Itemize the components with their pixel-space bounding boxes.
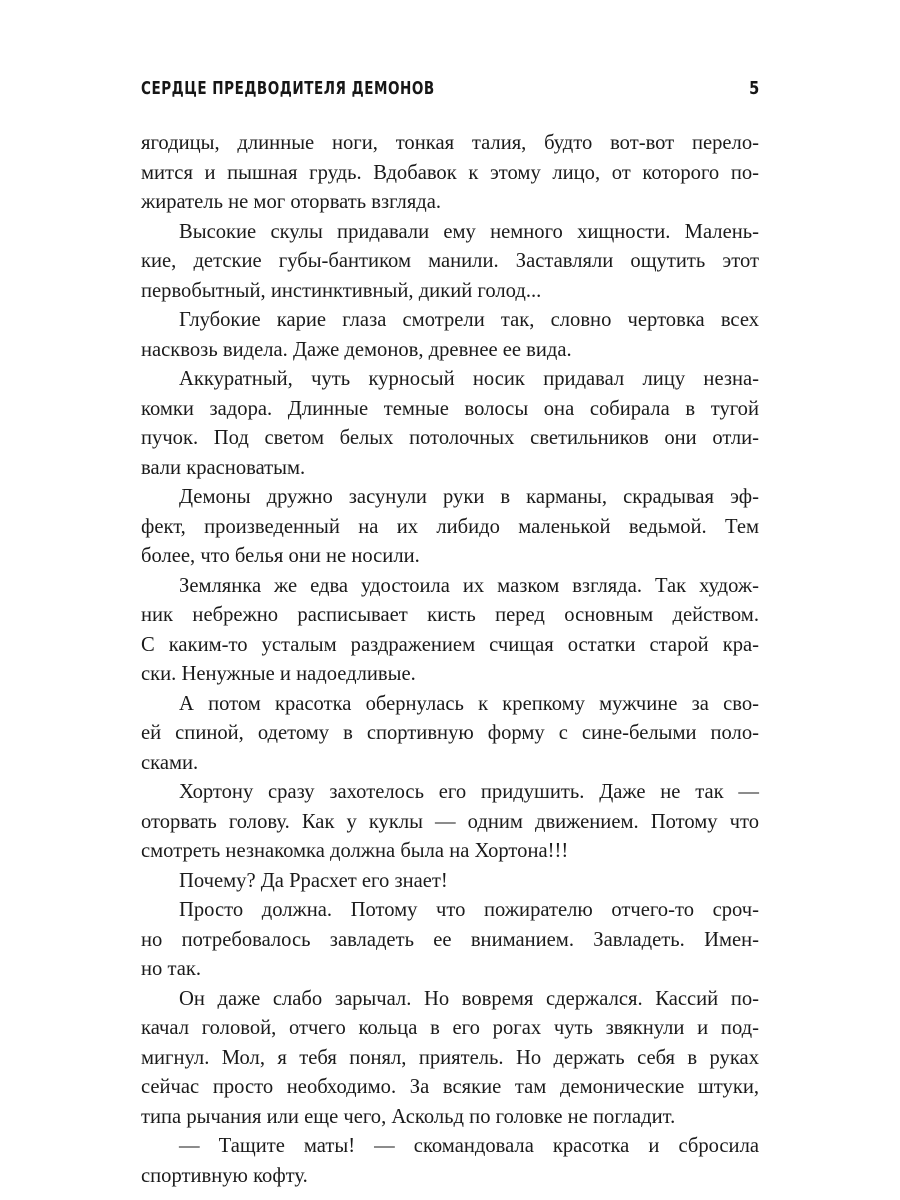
text-line: более, что белья они не носили.: [141, 545, 420, 567]
text-line: ник небрежно расписывает кисть перед основным действом.: [141, 604, 759, 626]
paragraph: [141, 218, 759, 307]
paragraph: [141, 690, 759, 779]
paragraph: [141, 778, 759, 867]
page-number: 5: [748, 78, 759, 99]
paragraph: [141, 572, 759, 690]
text-line: мится и пышная грудь. Вдобавок к этому лицо, от которого по-: [141, 161, 759, 184]
running-head: [141, 78, 759, 104]
body-text: [141, 129, 759, 1191]
text-line: ягодицы, длинные ноги, тонкая талия, будто вот-вот перело-: [141, 132, 759, 154]
paragraph: [141, 306, 759, 365]
paragraph: [141, 985, 759, 1133]
text-line: сками.: [141, 751, 199, 774]
text-line: но потребовалось завладеть ее вниманием. Завладеть. Имен-: [141, 928, 759, 951]
text-line: насквозь видела. Даже демонов, древнее ее вида.: [141, 338, 572, 361]
text-line: типа рычания или еще чего, Аскольд по головке не погладит.: [141, 1105, 676, 1128]
text-line: Он даже слабо зарычал. Но вовремя сдержался. Кассий по-: [179, 987, 759, 1010]
text-line: ей спиной, одетому в спортивную форму с сине-белыми поло-: [141, 722, 759, 744]
text-line: оторвать голову. Как у куклы — одним движением. Потому что: [141, 810, 759, 833]
paragraph: [141, 1132, 759, 1191]
text-line: вали красноватым.: [141, 456, 306, 479]
text-line: пучок. Под светом белых потолочных светильников они отли-: [141, 427, 759, 449]
text-line: Демоны дружно засунули руки в карманы, скрадывая эф-: [179, 486, 759, 508]
text-line: С каким-то усталым раздражением счищая остатки старой кра-: [141, 633, 759, 656]
text-line: — Тащите маты! — скомандовала красотка и сбросила: [179, 1135, 759, 1157]
text-line: Землянка же едва удостоила их мазком взгляда. Так худож-: [179, 574, 759, 597]
paragraph: [141, 365, 759, 483]
text-line: Почему? Да Ррасхет его знает!: [179, 869, 448, 892]
text-line: фект, произведенный на их либидо маленькой ведьмой. Тем: [141, 515, 759, 538]
text-line: спортивную кофту.: [141, 1164, 308, 1187]
text-line: Аккуратный, чуть курносый носик придавал лицу незна-: [179, 368, 759, 390]
text-line: Глубокие карие глаза смотрели так, словно чертовка всех: [179, 309, 759, 331]
text-line: мигнул. Мол, я тебя понял, приятель. Но держать себя в руках: [141, 1046, 759, 1069]
text-line: комки задора. Длинные темные волосы она собирала в тугой: [141, 397, 759, 420]
paragraph: [141, 483, 759, 572]
text-line: смотреть незнакомка должна была на Хортона!!!: [141, 840, 569, 862]
text-line: первобытный, инстинктивный, дикий голод...: [141, 279, 542, 302]
text-line: но так.: [141, 958, 202, 980]
text-line: жиратель не мог оторвать взгляда.: [141, 191, 442, 213]
paragraph: [141, 896, 759, 985]
paragraph: [141, 129, 759, 218]
text-line: Просто должна. Потому что пожирателю отчего-то сроч-: [179, 899, 759, 921]
running-head-title: СЕРДЦЕ ПРЕДВОДИТЕЛЯ ДЕМОНОВ: [141, 79, 435, 99]
text-line: ски. Ненужные и надоедливые.: [141, 663, 416, 685]
text-line: А потом красотка обернулась к крепкому мужчине за сво-: [179, 692, 759, 715]
text-line: кие, детские губы-бантиком манили. Заставляли ощутить этот: [141, 250, 759, 272]
text-line: качал головой, отчего кольца в его рогах чуть звякнули и под-: [141, 1017, 759, 1039]
paragraph: [141, 867, 759, 897]
text-line: Высокие скулы придавали ему немного хищности. Малень-: [179, 220, 759, 243]
text-line: Хортону сразу захотелось его придушить. Даже не так —: [179, 781, 759, 803]
text-line: сейчас просто необходимо. За всякие там демонические штуки,: [141, 1076, 759, 1098]
